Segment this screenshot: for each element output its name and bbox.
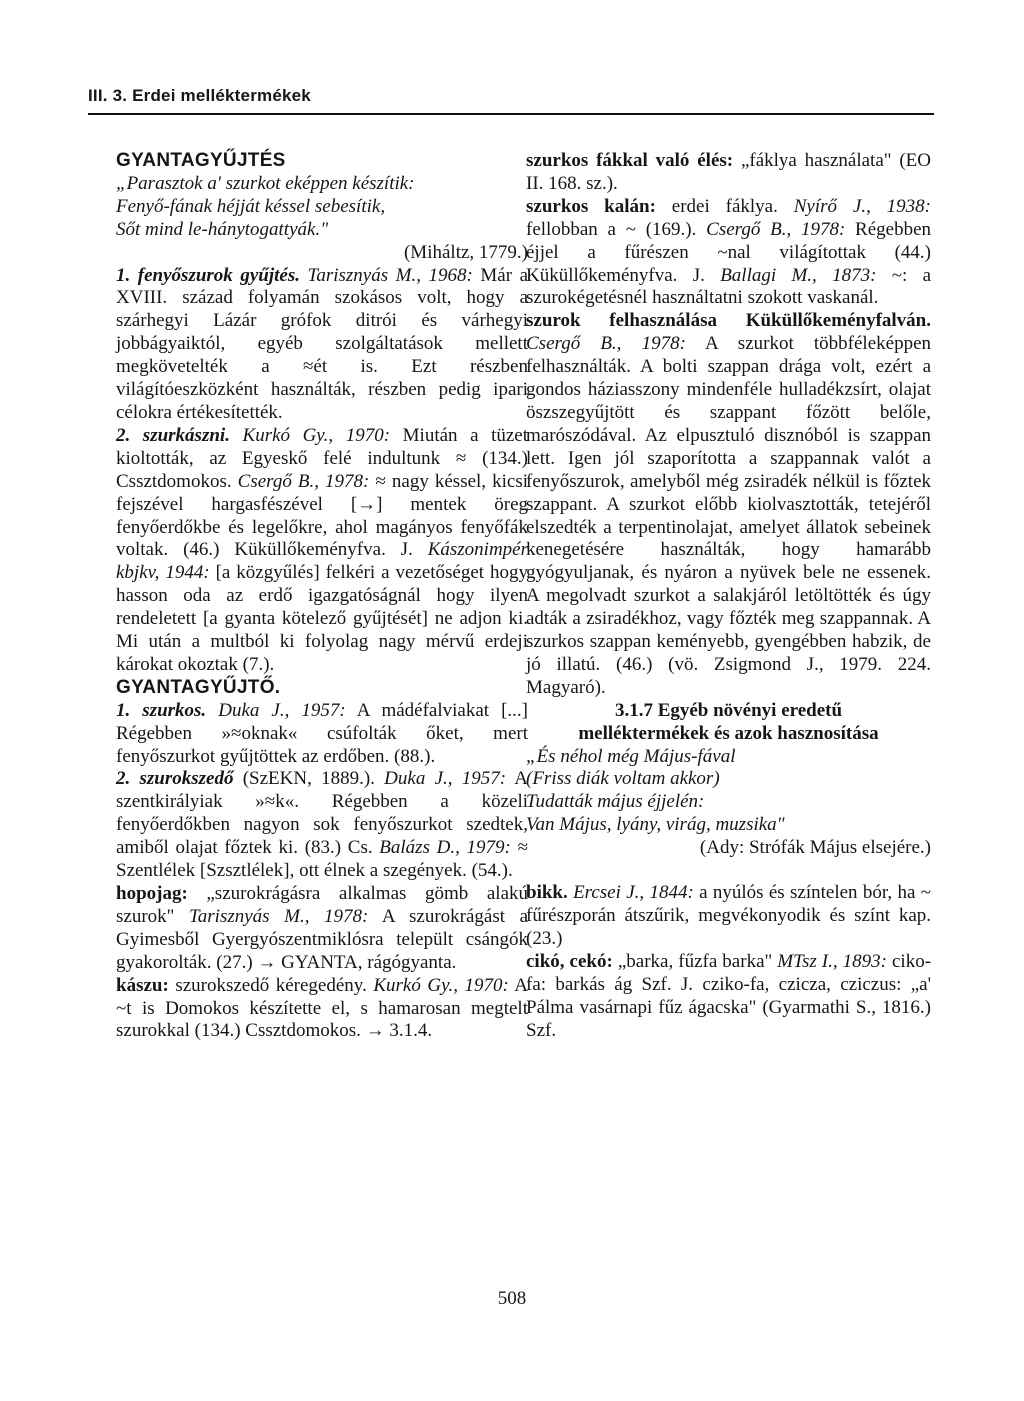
entry-kaszu bbox=[116, 975, 528, 1044]
entry-text: szurokszedő kéregedény. bbox=[175, 974, 367, 996]
source-ref: Ercsei J., 1844: bbox=[573, 882, 694, 904]
entry-text: ≈ nagy késsel, kicsi fejszével hargasfészével [→] mentek öreg fenyőerdőkbe és legelőkre, ahol magányos fenyőfák voltak. (46.) Küküllőkeményfva. J. bbox=[116, 470, 528, 561]
entry-text: (SzEKN, 1889.). bbox=[242, 768, 375, 790]
entry-szurokszedo bbox=[116, 768, 528, 883]
section-title bbox=[526, 700, 931, 746]
entry-text: ≈ Szentlélek [Szsztlélek], ott élnek a szegények. (54.). bbox=[116, 837, 529, 882]
entry-head: szurok felhasználása Küküllőkeményfalván. bbox=[526, 310, 931, 332]
entry-text: A ~t is Domokos készítette el, s hamarosan megtelt szurokkal (134.) Cssztdomokos. → 3.1.4. bbox=[116, 974, 529, 1042]
verse-line: Tudatták május éjjelén: bbox=[526, 791, 705, 813]
entry-text: [a közgyűlés] felkéri a vezetőséget hogy hasson oda az erdő igazgatóságnál hogy ilyen rendeletett [a gyanta kötelező gyűjtését] ne adjon ki. Mi után a multból ki folyolag nagy mérvű erdeji károkat okoztak (7.). bbox=[116, 562, 528, 675]
source-ref: Tarisznyás M., 1968: bbox=[307, 264, 473, 286]
source-ref: Kurkó Gy., 1970: bbox=[373, 974, 509, 996]
entry-fenyoszurok-gyujtes bbox=[116, 265, 528, 425]
entry-head: 2. szurokszedő bbox=[116, 768, 234, 790]
source-ref: Csergő B., 1978: bbox=[526, 333, 686, 355]
source-ref: Nyírő J., 1938: bbox=[793, 195, 932, 217]
entry-text: ~: a szurokégetésnél használtatni szokott vaskanál. bbox=[526, 264, 932, 309]
entry-text: A szurkot többféleképpen felhasználták. A bolti szappan drága volt, ezért a gondos háziasszony mindenféle hulladékzsírt, olajat öszszegyűjtött és szappant főzött belőle, marószódával. Az elpusztuló disznóból is szappan lett. Igen jól szaporította a szappannak valót a fenyőszurok, amelyből még zsiradék nélkül is főztek szappant. A szurkot előbb kiolvasztották, tetejéről elszedték a terpentinolajat, amelyet állatok sebeinek kenegetésére használták, hogy hamarább gyógyuljanak, és nyáron a nyüvek bele ne essenek. A megolvadt szurkot a salakjáról letöltötték és úgy adták a zsiradékhoz, vagy főzték meg szappannak. A szurkos szappan keményebb, gyengébben habzik, de jó illatú. (46.) (vö. Zsigmond J., 1979. 224. Magyaró). bbox=[526, 333, 931, 698]
section-title-line: melléktermékek és azok hasznosítása bbox=[578, 722, 879, 744]
entry-head: 2. szurkászni. bbox=[116, 424, 230, 446]
entry-bikk bbox=[526, 882, 931, 951]
verse-line: Fenyő-fának héjját késsel sebesítik, bbox=[116, 195, 386, 217]
entry-hopojag bbox=[116, 883, 528, 975]
entry-head: 1. fenyőszurok gyűjtés. bbox=[116, 264, 300, 286]
verse-line: „És néhol még Május-fával bbox=[526, 745, 736, 767]
entry-szurkaszni bbox=[116, 425, 528, 677]
page-number: 508 bbox=[497, 1288, 527, 1309]
entry-head: szurkos kalán: bbox=[526, 195, 656, 217]
entry-head: kászu: bbox=[116, 974, 169, 996]
epigraph-verse bbox=[526, 746, 931, 838]
entry-text: A szurokrágást a Gyimesből Gyergyószentmiklósra települt csángók gyakorolták. (27.) → GYANTA, rágógyanta. bbox=[116, 905, 529, 973]
source-ref: MTsz I., 1893: bbox=[777, 950, 887, 972]
entry-szurkos bbox=[116, 700, 528, 769]
epigraph-attribution: (Miháltz, 1779.) bbox=[403, 241, 528, 263]
source-ref: Kurkó Gy., 1970: bbox=[242, 424, 391, 446]
source-ref: Kászonimpér kbjkv, 1944: bbox=[116, 539, 528, 584]
entry-head: 1. szurkos. bbox=[116, 699, 207, 721]
verse-line: Van Május, lyány, virág, muzsika" bbox=[526, 814, 785, 836]
entry-ciko bbox=[526, 951, 931, 1043]
entry-text: fellobban a ~ (169.). bbox=[526, 218, 697, 240]
entry-head: cikó, cekó: bbox=[526, 950, 613, 972]
source-ref: Csergő B., 1978: bbox=[706, 218, 846, 240]
verse-line: Sőt mind le-hánytogattyák." bbox=[116, 218, 329, 240]
entry-head: hopojag: bbox=[116, 883, 188, 904]
source-ref: Tarisznyás M., 1978: bbox=[188, 905, 369, 927]
entry-text: a nyúlós és színtelen bór, ha ~ fűrészporán átszűrik, megvékonyodik és színt kap. (23.) bbox=[526, 882, 932, 949]
entry-szurok-felhasznalasa bbox=[526, 310, 931, 699]
epigraph-verse bbox=[116, 173, 528, 242]
entry-text: Régebben éjjel a fűrészen ~nal világítottak (44.) Küküllőkeményfva. J. bbox=[526, 218, 932, 286]
entry-text: Miután a tüzet kioltották, az Egyeskő felé indultunk ≈ (134.) Cssztdomokos. bbox=[116, 424, 529, 492]
entry-text: A mádéfalviakat [...] Régebben »≈oknak« csúfolták őket, mert fenyőszurkot gyűjtöttek az erdőben. (88.). bbox=[116, 699, 528, 767]
epigraph-attribution: (Ady: Strófák Május elsejére.) bbox=[699, 837, 931, 859]
entry-text: Már a XVIII. század folyamán szokásos volt, hogy a szárhegyi Lázár grófok ditrói és várhegyi jobbágyaiktól, egyéb szolgáltatások mellett megkövetelték a ≈ét is. Ezt részben világítóeszközként használták, részben pedig ipari célokra értékesítették. bbox=[116, 264, 529, 423]
entry-text: „szurokrágásra alkalmas gömb alakú szurok" bbox=[116, 883, 528, 927]
right-column bbox=[526, 150, 931, 1042]
entry-text: ciko-fa: barkás ág Szf. J. cziko-fa, czicza, cziczus: „a' Pálma vasárnapi fűz ágacska" (Gyarmathi S., 1816.) Szf. bbox=[526, 950, 932, 1041]
section-title-line: 3.1.7 Egyéb növényi eredetű bbox=[614, 699, 843, 721]
entry-szurkos-fakkal bbox=[526, 150, 931, 196]
entry-head: szurkos fákkal való élés: bbox=[526, 150, 734, 171]
left-column bbox=[116, 150, 528, 1043]
entry-text: A szentkirályiak »≈k«. Régebben a közeli fenyőerdőkben nagyon sok fenyőszurkot szedtek, amiből olajat főztek ki. (83.) Cs. bbox=[116, 768, 529, 859]
source-ref: Csergő B., 1978: bbox=[237, 470, 370, 492]
entry-text: „fáklya használata" (EO II. 168. sz.). bbox=[526, 150, 931, 194]
entry-text: erdei fáklya. bbox=[671, 195, 778, 217]
source-ref: Duka J., 1957: bbox=[218, 699, 346, 721]
verse-line: (Friss diák voltam akkor) bbox=[526, 768, 720, 790]
heading-gyantagyujtes: GYANTAGYŰJTÉS bbox=[116, 150, 286, 171]
header-rule bbox=[88, 113, 934, 115]
running-header: III. 3. Erdei melléktermékek bbox=[88, 86, 311, 105]
entry-head: bikk. bbox=[526, 882, 568, 904]
source-ref: Ballagi M., 1873: bbox=[720, 264, 877, 286]
entry-szurkos-kalan bbox=[526, 196, 931, 311]
heading-gyantagyujto: GYANTAGYŰJTŐ. bbox=[116, 676, 281, 698]
source-ref: Duka J., 1957: bbox=[384, 768, 507, 790]
source-ref: Balázs D., 1979: bbox=[379, 837, 511, 859]
verse-line: „Parasztok a' szurkot eképpen készítik: bbox=[116, 172, 415, 194]
entry-text: „barka, fűzfa barka" bbox=[617, 950, 773, 972]
